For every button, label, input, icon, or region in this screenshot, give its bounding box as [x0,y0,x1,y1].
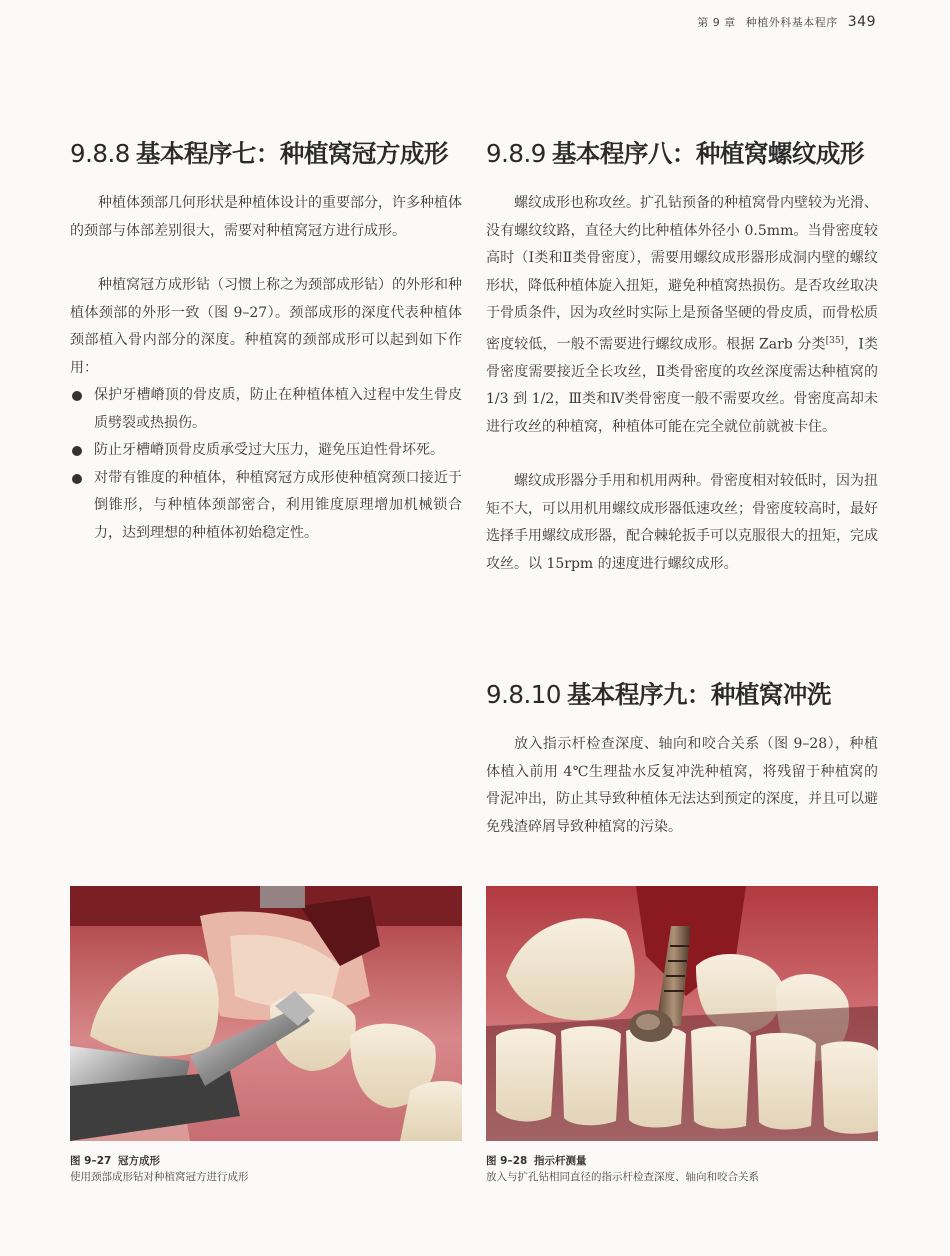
list-item: 保护牙槽嵴顶的骨皮质，防止在种植体植入过程中发生骨皮质劈裂或热损伤。 [70,382,462,437]
page-number: 349 [847,14,876,30]
section-9-8-8 [70,135,462,547]
chapter-label: 第 9 章 [697,16,736,29]
paragraph: 种植窝冠方成形钻（习惯上称之为颈部成形钻）的外形和种植体颈部的外形一致（图 9–27）。颈部成形的深度代表种植体颈部植入骨内部分的深度。种植窝的颈部成形可以起到如下作用： [70,277,462,376]
figure-caption [70,1153,462,1185]
section-number: 9.8.10 [486,680,561,709]
figure-title: 冠方成形 [118,1155,161,1167]
section-9-8-9 [486,135,878,578]
section-title: 基本程序八：种植窝螺纹成形 [551,139,864,168]
paragraph: 种植体颈部几何形状是种植体设计的重要部分，许多种植体的颈部与体部差别很大，需要对种植窝冠方进行成形。 [70,195,462,239]
figure-description: 使用颈部成形钻对种植窝冠方进行成形 [70,1171,249,1183]
figure-title: 指示杆测量 [534,1155,587,1167]
figure-label: 图 9–28 [486,1155,528,1167]
running-head [697,14,876,30]
figure-caption [486,1153,878,1185]
chapter-title: 种植外科基本程序 [745,16,838,29]
bullet-icon [72,446,82,456]
section-9-8-10 [486,676,878,841]
section-heading-9-8-9 [486,135,878,170]
section-title: 基本程序七：种植窝冠方成形 [135,139,448,168]
figure-9-27 [70,886,462,1185]
section-number: 9.8.8 [70,139,130,168]
section-title: 基本程序九：种植窝冲洗 [566,680,831,709]
list-item: 对带有锥度的种植体，种植窝冠方成形使种植窝颈口接近于倒锥形，与种植体颈部密合，利用锥度原理增加机械锁合力，达到理想的种植体初始稳定性。 [70,465,462,548]
bullet-icon [72,391,82,401]
section-heading-9-8-10 [486,676,878,711]
paragraph: 螺纹成形也称攻丝。扩孔钻预备的种植窝骨内壁较为光滑、没有螺纹纹路，直径大约比种植体外径小 0.5mm。当骨密度较高时（Ⅰ类和Ⅱ类骨密度），需要用螺纹成形器形成洞内壁的螺纹形状，降低种植体旋入扭矩，避免种植窝热损伤。是否攻丝取决于骨质条件，因为攻丝时实际上是预备坚硬的骨皮质，而骨松质密度较低，一般不需要进行螺纹成形。根据 Zarb 分类[35]，Ⅰ类骨密度需要接近全长攻丝，Ⅱ类骨密度的攻丝深度需达种植窝的 1/3 到 1/2，Ⅲ类和Ⅳ类骨密度一般不需要攻丝。骨密度高却未进行攻丝的种植窝，种植体可能在完全就位前就被卡住。 [486,195,878,435]
list-item: 防止牙槽嵴顶骨皮质承受过大压力，避免压迫性骨坏死。 [70,437,462,465]
section-heading-9-8-8 [70,135,462,170]
clinical-photo-indicator-rod [486,886,878,1141]
figure-label: 图 9–27 [70,1155,112,1167]
figure-9-28 [486,886,878,1185]
bullet-icon [72,474,82,484]
figure-description: 放入与扩孔钻相同直径的指示杆检查深度、轴向和咬合关系 [486,1171,759,1183]
section-number: 9.8.9 [486,139,546,168]
paragraph: 螺纹成形器分手用和机用两种。骨密度相对较低时，因为扭矩不大，可以用机用螺纹成形器低速攻丝；骨密度较高时，最好选择手用螺纹成形器，配合棘轮扳手可以克服很大的扭矩，完成攻丝。以 15rpm 的速度进行螺纹成形。 [486,473,878,572]
citation-ref: [35] [825,335,845,346]
clinical-photo-crown-shaping [70,886,462,1141]
bullet-list [70,382,462,547]
paragraph: 放入指示杆检查深度、轴向和咬合关系（图 9–28），种植体植入前用 4℃生理盐水反复冲洗种植窝，将残留于种植窝的骨泥冲出，防止其导致种植体无法达到预定的深度，并且可以避免残渣碎屑导致种植窝的污染。 [486,736,878,835]
